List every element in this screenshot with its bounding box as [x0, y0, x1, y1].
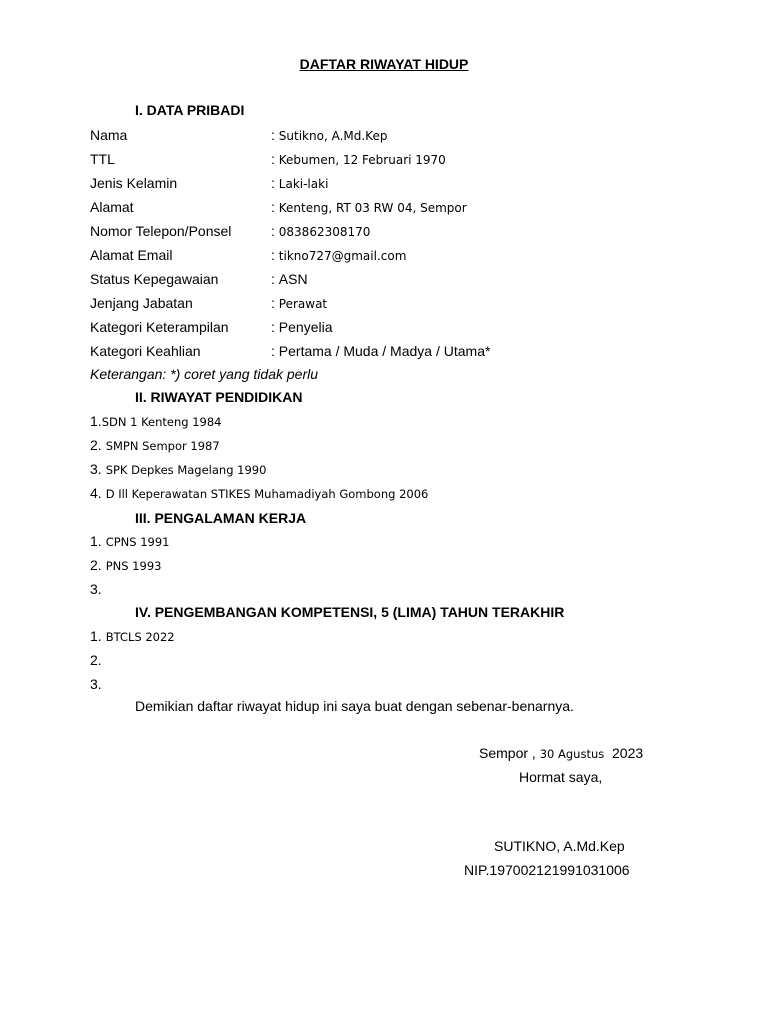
label-alamat-email: Alamat Email [90, 247, 173, 263]
label-jenis-kelamin: Jenis Kelamin [90, 175, 178, 191]
value-nomor-telepon: : 083862308170 [271, 223, 371, 239]
value-alamat: : Kenteng, RT 03 RW 04, Sempor [271, 199, 467, 215]
value-nama: : Sutikno, A.Md.Kep [271, 127, 388, 143]
label-kategori-keahlian: Kategori Keahlian [90, 343, 201, 359]
list-item: 3. SPK Depkes Magelang 1990 [90, 461, 267, 477]
list-item: 2. [90, 652, 102, 668]
list-item: 1. CPNS 1991 [90, 533, 170, 549]
list-item: 1.SDN 1 Kenteng 1984 [90, 413, 222, 429]
list-item: 4. D Ill Keperawatan STIKES Muhamadiyah Gombong 2006 [90, 485, 429, 501]
signature-nip: NIP.197002121991031006 [464, 862, 630, 878]
section-heading-data-pribadi: I. DATA PRIBADI [135, 102, 245, 118]
value-status-kepegawaian: : ASN [271, 271, 308, 287]
label-jenjang-jabatan: Jenjang Jabatan [90, 295, 193, 311]
label-kategori-keterampilan: Kategori Keterampilan [90, 319, 229, 335]
label-nomor-telepon: Nomor Telepon/Ponsel [90, 223, 232, 239]
list-item: 2. PNS 1993 [90, 557, 162, 573]
closing-statement: Demikian daftar riwayat hidup ini saya buat dengan sebenar-benarnya. [135, 698, 574, 714]
label-alamat: Alamat [90, 199, 134, 215]
label-ttl: TTL [90, 151, 115, 167]
list-item: 1. BTCLS 2022 [90, 628, 175, 644]
list-item: 3. [90, 676, 102, 692]
value-jenjang-jabatan: : Perawat [271, 295, 328, 311]
signature-name: SUTIKNO, A.Md.Kep [494, 838, 625, 854]
label-status-kepegawaian: Status Kepegawaian [90, 271, 219, 287]
value-ttl: : Kebumen, 12 Februari 1970 [271, 151, 446, 167]
list-item: 3. [90, 581, 102, 597]
section-heading-pengembangan-kompetensi: IV. PENGEMBANGAN KOMPETENSI, 5 (LIMA) TAHUN TERAKHIR [135, 604, 565, 620]
value-kategori-keahlian: : Pertama / Muda / Madya / Utama* [271, 343, 491, 359]
section-heading-riwayat-pendidikan: II. RIWAYAT PENDIDIKAN [135, 389, 303, 405]
signature-regards: Hormat saya, [519, 769, 603, 785]
section-heading-pengalaman-kerja: III. PENGALAMAN KERJA [135, 510, 307, 526]
value-alamat-email: : tikno727@gmail.com [271, 247, 407, 263]
document-title: DAFTAR RIWAYAT HIDUP [299, 56, 469, 72]
value-jenis-kelamin: : Laki-laki [271, 175, 329, 191]
label-nama: Nama [90, 127, 128, 143]
list-item: 2. SMPN Sempor 1987 [90, 437, 220, 453]
signature-place-date: Sempor , 30 Agustus 2023 [479, 745, 644, 761]
note-keterangan: Keterangan: *) coret yang tidak perlu [90, 366, 319, 382]
value-kategori-keterampilan: : Penyelia [271, 319, 333, 335]
